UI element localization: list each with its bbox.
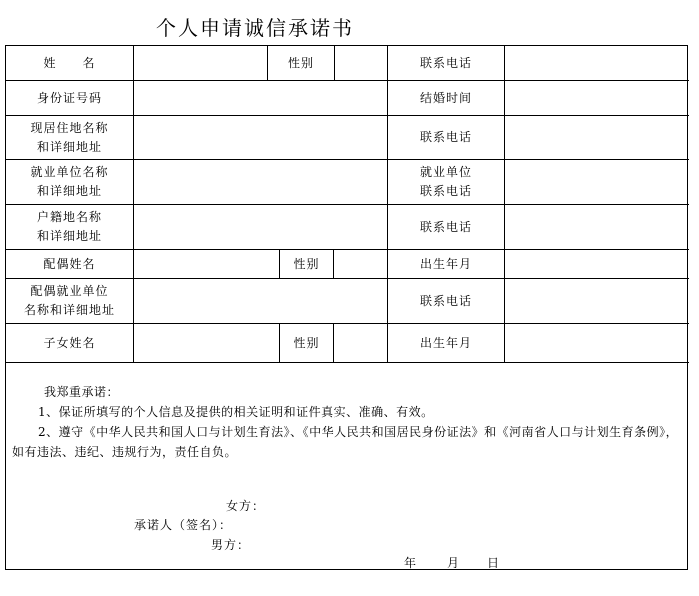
field-residence[interactable] xyxy=(134,116,387,159)
field-spouse-birth[interactable] xyxy=(505,250,688,278)
label-text: 出生年月 xyxy=(419,335,472,350)
label-id-number xyxy=(6,81,133,115)
label-marriage-date xyxy=(388,81,504,115)
label-text: 和详细地址 xyxy=(36,229,102,243)
pledge-statement xyxy=(12,382,682,462)
label-text: 配偶姓名 xyxy=(43,256,96,271)
label-text: 性别 xyxy=(287,55,314,70)
label-text: 联系电话 xyxy=(419,130,472,144)
label-child-birth xyxy=(388,324,504,362)
label-text: 联系电话 xyxy=(419,293,472,308)
field-spouse-gender[interactable] xyxy=(334,250,387,278)
label-text: 性别 xyxy=(293,256,320,271)
pledge-form-table xyxy=(5,45,688,570)
field-child-gender[interactable] xyxy=(334,324,387,362)
label-name xyxy=(6,46,133,80)
date-year-label: 年 xyxy=(404,556,418,570)
field-child-birth[interactable] xyxy=(505,324,688,362)
label-text: 就业单位名称 xyxy=(30,165,109,179)
label-text: 户籍地名称 xyxy=(36,210,102,224)
field-spouse-name[interactable] xyxy=(134,250,279,278)
field-residence-phone[interactable] xyxy=(505,116,688,159)
label-spouse-employer xyxy=(6,279,133,323)
pledge-intro: 我郑重承诺： xyxy=(44,385,120,399)
date-day-label: 日 xyxy=(487,556,501,570)
label-child-gender xyxy=(280,324,333,362)
label-text: 和详细地址 xyxy=(36,139,102,154)
label-employer xyxy=(6,160,133,204)
field-gender[interactable] xyxy=(335,46,387,80)
field-employer-phone[interactable] xyxy=(505,160,688,204)
field-name[interactable] xyxy=(134,46,267,80)
label-text: 联系电话 xyxy=(419,55,472,70)
label-text: 联系电话 xyxy=(419,184,472,198)
label-text: 子女姓名 xyxy=(43,335,96,350)
label-text: 名称和详细地址 xyxy=(23,303,115,317)
label-text: 姓 名 xyxy=(43,55,96,70)
label-child-name xyxy=(6,324,133,362)
label-text: 出生年月 xyxy=(419,256,472,271)
pledge-item-2: 2、遵守《中华人民共和国人口与计划生育法》、《中华人民共和国居民身份证法》和《河南省人口与计划生育条例》，如有违法、违纪、违规行为，责任自负。 xyxy=(12,425,679,459)
label-gender xyxy=(268,46,334,80)
label-text: 身份证号码 xyxy=(36,90,102,105)
label-text: 配偶就业单位 xyxy=(30,284,109,298)
label-text: 和详细地址 xyxy=(36,184,102,198)
label-spouse-name xyxy=(6,250,133,278)
field-marriage-date[interactable] xyxy=(505,81,688,115)
field-phone[interactable] xyxy=(505,46,688,80)
label-text: 结婚时间 xyxy=(419,90,472,105)
signature-pledger-label: 承诺人（签名）： xyxy=(134,518,233,532)
field-spouse-phone[interactable] xyxy=(505,279,688,323)
signature-male-label: 男方： xyxy=(211,538,251,552)
document-title: 个人申请诚信承诺书 xyxy=(156,16,354,40)
label-text: 就业单位 xyxy=(419,165,472,179)
label-residence-phone xyxy=(388,116,504,159)
field-child-name[interactable] xyxy=(134,324,279,362)
label-text: 性别 xyxy=(293,335,320,350)
label-spouse-gender xyxy=(280,250,333,278)
field-id-number[interactable] xyxy=(134,81,387,115)
field-employer[interactable] xyxy=(134,160,387,204)
label-hukou xyxy=(6,205,133,249)
label-spouse-birth xyxy=(388,250,504,278)
label-spouse-phone xyxy=(388,279,504,323)
label-text: 联系电话 xyxy=(419,219,472,234)
field-hukou-phone[interactable] xyxy=(505,205,688,249)
pledge-item-1: 1、保证所填写的个人信息及提供的相关证明和证件真实、准确、有效。 xyxy=(38,405,434,419)
row-divider xyxy=(6,362,689,363)
signature-female-label: 女方： xyxy=(226,499,266,513)
label-residence xyxy=(6,116,133,159)
label-phone xyxy=(388,46,504,80)
label-employer-phone xyxy=(388,160,504,204)
field-hukou[interactable] xyxy=(134,205,387,249)
label-hukou-phone xyxy=(388,205,504,249)
field-spouse-employer[interactable] xyxy=(134,279,387,323)
label-text: 现居住地名称 xyxy=(30,120,109,135)
date-month-label: 月 xyxy=(447,556,461,570)
